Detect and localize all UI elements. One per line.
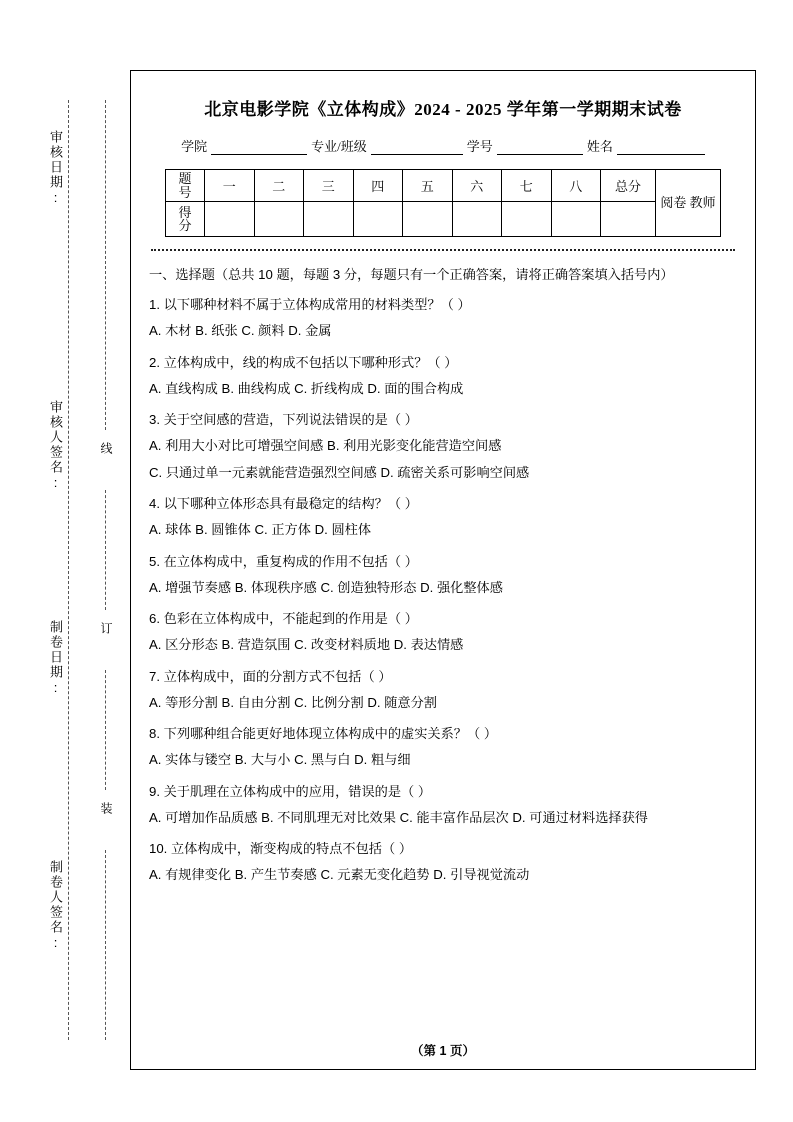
seam-line-top: [105, 100, 106, 430]
exam-paper-frame: [130, 70, 756, 1070]
teacher-label-line1: 阅卷: [660, 194, 687, 210]
dotted-separator: [151, 249, 735, 251]
question-5-options: A. 增强节奏感 B. 体现秩序感 C. 创造独特形态 D. 强化整体感: [149, 579, 503, 595]
score-cell-6[interactable]: [452, 202, 502, 237]
seam-line-lower-mid: [105, 670, 106, 790]
field-label-college: 学院: [181, 139, 208, 154]
margin-reviewer-signature: 审核人签名:: [48, 400, 63, 492]
question-1-stem: 1. 以下哪种材料不属于立体构成常用的材料类型？（ ）: [149, 297, 471, 313]
score-cell-5[interactable]: [403, 202, 453, 237]
binding-seam: [96, 100, 116, 1040]
question-body: [149, 263, 737, 888]
score-head-question-line1: 题: [178, 171, 192, 186]
page-footer: （第 1 页）: [411, 1044, 475, 1058]
score-cell-4[interactable]: [353, 202, 403, 237]
question-2-stem: 2. 立体构成中，线的构成不包括以下哪种形式？（ ）: [149, 354, 458, 370]
question-10-options: A. 有规律变化 B. 产生节奏感 C. 元素无变化趋势 D. 引导视觉流动: [149, 867, 530, 883]
seam-line-bottom: [105, 850, 106, 1040]
score-head-score-line2: 分: [178, 218, 192, 234]
question-1-options: A. 木材 B. 纸张 C. 颜料 D. 金属: [149, 323, 332, 339]
field-label-major-class: 专业/班级: [311, 139, 367, 154]
margin-divider-line: [68, 100, 69, 1040]
field-label-student-id: 学号: [466, 139, 493, 154]
score-col-4: 四: [353, 170, 403, 202]
table-row-question-numbers: [166, 170, 721, 202]
score-cell-total[interactable]: [601, 202, 656, 237]
score-table: [165, 169, 721, 237]
score-col-5: 五: [403, 170, 453, 202]
question-8-options: A. 实体与镂空 B. 大与小 C. 黑与白 D. 粗与细: [149, 752, 411, 768]
question-9-options: A. 可增加作品质感 B. 不同肌理无对比效果 C. 能丰富作品层次 D. 可通过材料选择获得: [149, 809, 648, 825]
field-input-college[interactable]: [211, 140, 307, 155]
page-title: 北京电影学院《立体构成》2024 - 2025 学年第一学期期末试卷: [204, 100, 682, 119]
question-3-options-cont: C. 只通过单一元素就能营造强烈空间感 D. 疏密关系可影响空间感: [149, 464, 530, 480]
score-cell-2[interactable]: [254, 202, 304, 237]
score-head-question-line2: 号: [178, 184, 192, 200]
score-cell-3[interactable]: [304, 202, 354, 237]
teacher-label-line2: 教师: [689, 194, 716, 210]
margin-paper-signature: 制卷人签名:: [48, 860, 63, 952]
question-7-stem: 7. 立体构成中，面的分割方式不包括（ ）: [149, 668, 392, 684]
seam-line-upper-mid: [105, 490, 106, 610]
score-col-6: 六: [452, 170, 502, 202]
score-head-score-line1: 得: [178, 204, 192, 220]
question-4-options: A. 球体 B. 圆锥体 C. 正方体 D. 圆柱体: [149, 522, 372, 538]
section-heading: 一、选择题（总共 10 题，每题 3 分，每题只有一个正确答案，请将正确答案填入括号内）: [149, 267, 674, 283]
question-3-stem: 3. 关于空间感的营造，下列说法错误的是（ ）: [149, 412, 418, 428]
score-col-teacher: [656, 170, 721, 237]
field-input-major-class[interactable]: [371, 140, 463, 155]
student-info-line: [149, 136, 737, 155]
question-8-stem: 8. 下列哪种组合能更好地体现立体构成中的虚实关系？（ ）: [149, 726, 498, 742]
margin-paper-date: 制卷日期:: [48, 620, 63, 697]
left-margin-strip: [40, 100, 120, 1040]
seam-label-zhuang: 装: [99, 802, 113, 814]
score-col-total: 总分: [601, 170, 656, 202]
score-cell-7[interactable]: [502, 202, 552, 237]
score-col-8: 八: [551, 170, 601, 202]
question-9-stem: 9. 关于肌理在立体构成中的应用，错误的是（ ）: [149, 783, 432, 799]
field-input-name[interactable]: [617, 140, 705, 155]
score-cell-1[interactable]: [205, 202, 255, 237]
table-row-scores: [166, 202, 721, 237]
question-7-options: A. 等形分割 B. 自由分割 C. 比例分割 D. 随意分割: [149, 694, 437, 710]
score-col-2: 二: [254, 170, 304, 202]
seam-label-xian: 线: [99, 442, 113, 454]
question-3-options: A. 利用大小对比可增强空间感 B. 利用光影变化能营造空间感: [149, 438, 502, 454]
score-col-3: 三: [304, 170, 354, 202]
question-2-options: A. 直线构成 B. 曲线构成 C. 折线构成 D. 面的围合构成: [149, 380, 464, 396]
question-6-options: A. 区分形态 B. 营造氛围 C. 改变材料质地 D. 表达情感: [149, 637, 464, 653]
question-5-stem: 5. 在立体构成中，重复构成的作用不包括（ ）: [149, 553, 418, 569]
field-label-name: 姓名: [586, 139, 613, 154]
field-input-student-id[interactable]: [497, 140, 583, 155]
score-col-1: 一: [205, 170, 255, 202]
score-table-head-score: [166, 202, 205, 237]
score-col-7: 七: [502, 170, 552, 202]
question-6-stem: 6. 色彩在立体构成中，不能起到的作用是（ ）: [149, 611, 418, 627]
question-4-stem: 4. 以下哪种立体形态具有最稳定的结构？（ ）: [149, 496, 418, 512]
margin-review-date: 审核日期:: [48, 130, 63, 207]
score-cell-8[interactable]: [551, 202, 601, 237]
score-table-head-question: [166, 170, 205, 202]
seam-label-ding: 订: [99, 622, 113, 634]
question-10-stem: 10. 立体构成中，渐变构成的特点不包括（ ）: [149, 841, 413, 857]
